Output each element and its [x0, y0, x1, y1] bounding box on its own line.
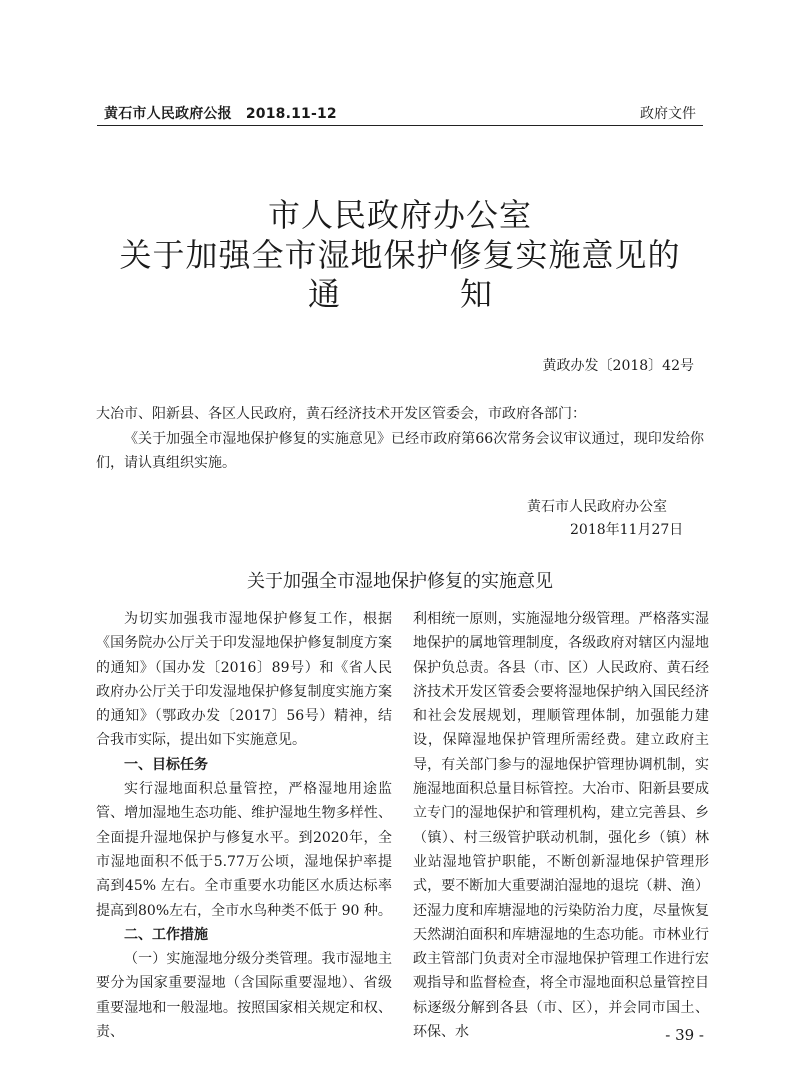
- title-line-3-b: 知: [460, 275, 493, 313]
- left-column: [96, 607, 392, 1044]
- right-column: [413, 607, 709, 1044]
- notice-body: 《关于加强全市湿地保护修复的实施意见》已经市政府第66次常务会议审议通过，现印发给你们，请认真组织实施。: [96, 431, 704, 471]
- measures-paragraph: （一）实施湿地分级分类管理。我市湿地主要分为国家重要湿地（含国际重要湿地）、省级重要湿地和一般湿地。按照国家相关规定和权、责、: [96, 951, 392, 1041]
- signature-org: 黄石市人民政府办公室: [527, 499, 667, 515]
- section-title: 关于加强全市湿地保护修复的实施意见: [247, 571, 553, 592]
- issue-date: 2018.11-12: [245, 106, 337, 122]
- document-number: 黄政办发〔2018〕42号: [542, 358, 694, 374]
- running-header-left: [104, 103, 337, 123]
- header-divider: [97, 125, 703, 126]
- title-line-2: 关于加强全市湿地保护修复实施意见的: [119, 236, 681, 274]
- continued-paragraph: 利相统一原则，实施湿地分级管理。严格落实湿地保护的属地管理制度，各级政府对辖区内湿地保护负总责。各县（市、区）人民政府、黄石经济技术开发区管委会要将湿地保护纳入国民经济和社会发展规划，理顺管理体制，加强能力建设，保障湿地保护管理所需经费。建立政府主导，有关部门参与的湿地保护管理协调机制，实施湿地面积总量目标管控。大冶市、阳新县要成立专门的湿地保护和管理机构，建立完善县、乡（镇）、村三级管护联动机制，强化乡（镇）林业站湿地管护职能，不断创新湿地保护管理形式，要不断加大重要湖泊湿地的退垸（耕、渔）还湿力度和库塘湿地的污染防治力度，尽量恢复天然湖泊面积和库塘湿地的生态功能。市林业行政主管部门负责对全市湿地保护管理工作进行宏观指导和监督检查，将全市湿地面积总量管控目标逐级分解到各县（市、区），并会同市国土、环保、水: [413, 611, 709, 1041]
- heading-targets: 一、目标任务: [124, 756, 208, 773]
- targets-paragraph: 实行湿地面积总量管控，严格湿地用途监管、增加湿地生态功能、维护湿地生物多样性、全面提升湿地保护与修复水平。到2020年，全市湿地面积不低于5.77万公顷，湿地保护率提高到45% 左右。全市重要水功能区水质达标率提高到80%左右，全市水鸟种类不低于 90 种。: [96, 781, 392, 919]
- running-header-section: 政府文件: [640, 106, 696, 122]
- heading-measures: 二、工作措施: [124, 926, 208, 943]
- publication-name: 黄石市人民政府公报: [104, 106, 232, 122]
- signature-date: 2018年11月27日: [570, 522, 684, 538]
- intro-paragraph: 为切实加强我市湿地保护修复工作，根据《国务院办公厅关于印发湿地保护修复制度方案的通知》（国办发〔2016〕89号）和《省人民政府办公厅关于印发湿地保护修复制度实施方案的通知》（鄂政办发〔2017〕56号）精神，结合我市实际，提出如下实施意见。: [96, 611, 392, 749]
- title-line-3-a: 通: [307, 275, 340, 313]
- title-line-3: [0, 269, 800, 315]
- title-line-1: 市人民政府办公室: [267, 196, 532, 234]
- page-number: - 39 -: [665, 1026, 704, 1044]
- addressee: 大冶市、阳新县、各区人民政府，黄石经济技术开发区管委会，市政府各部门：: [96, 406, 586, 422]
